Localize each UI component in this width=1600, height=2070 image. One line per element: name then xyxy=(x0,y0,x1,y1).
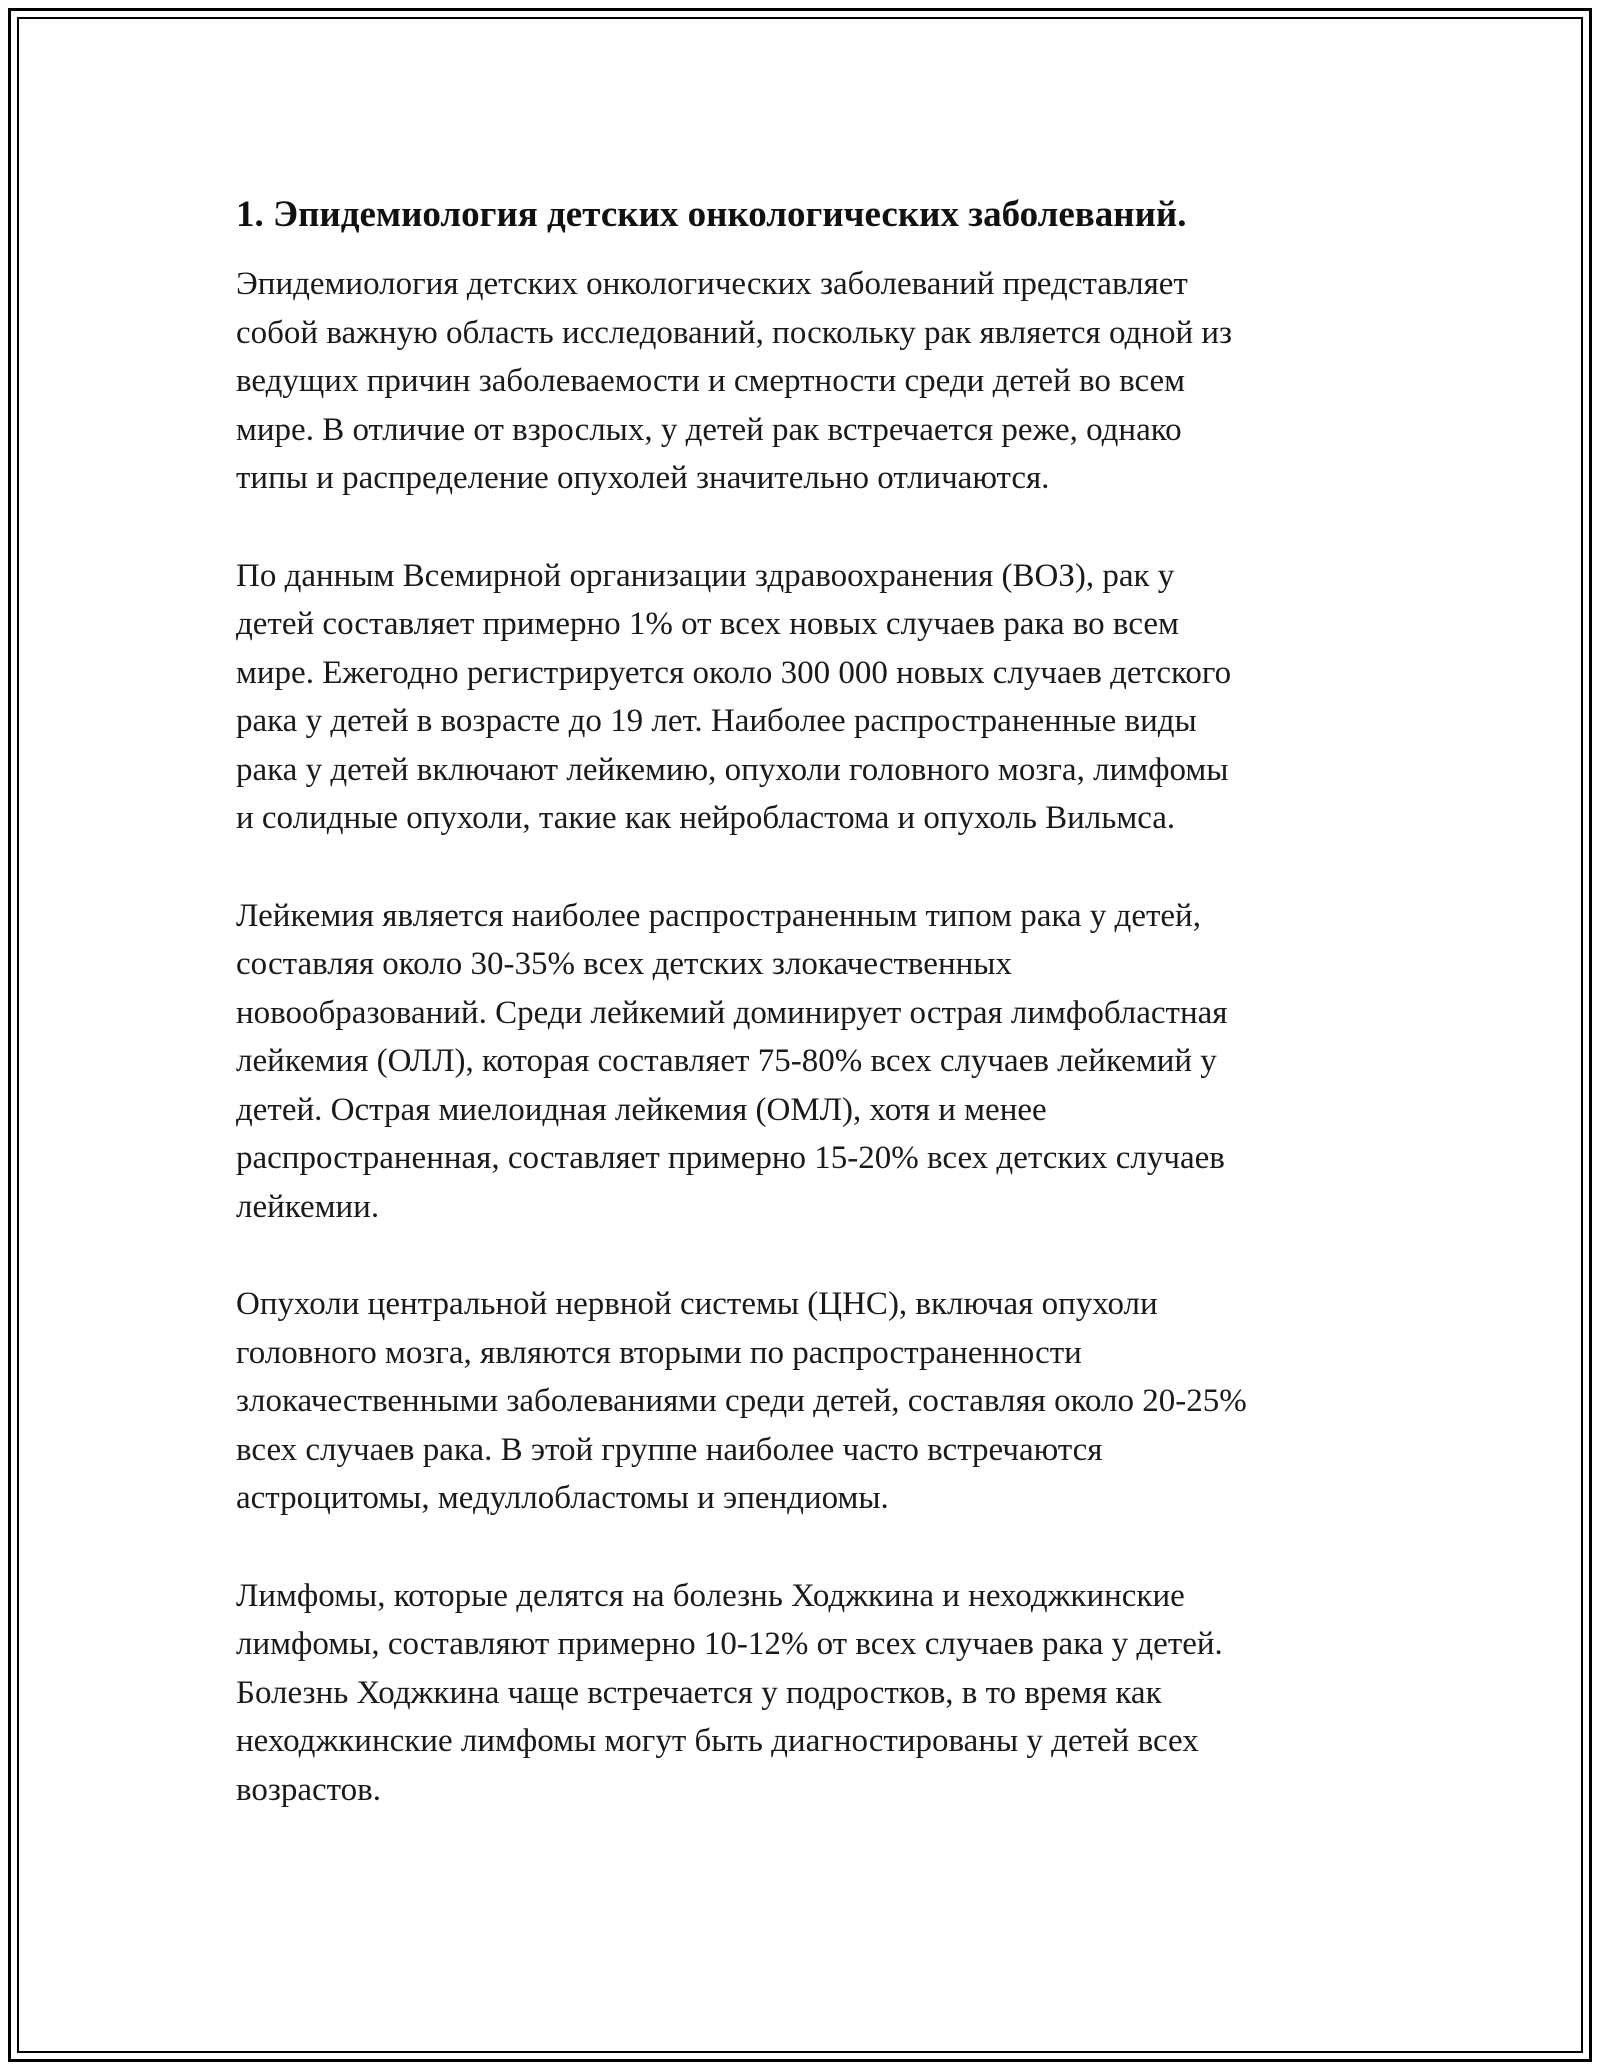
text-line: рака у детей включают лейкемию, опухоли головного мозга, лимфомы xyxy=(236,751,1229,788)
text-line: неходжкинские лимфомы могут быть диагностированы у детей всех xyxy=(236,1723,1199,1759)
text-line: По данным Всемирной организации здравоохранения (ВОЗ), рак у xyxy=(236,557,1175,594)
text-line: детей. Острая миелоидная лейкемия (ОМЛ), хотя и менее xyxy=(236,1091,1047,1128)
text-line: злокачественными заболеваниями среди детей, составляя около 20-25% xyxy=(236,1383,1247,1419)
paragraph-4 xyxy=(236,1280,1366,1523)
paragraph-2 xyxy=(236,552,1366,843)
paragraph-1 xyxy=(236,260,1366,503)
paragraph-5 xyxy=(236,1572,1366,1815)
text-line: Лимфомы, которые делятся на болезнь Ходжкина и неходжкинские xyxy=(236,1577,1185,1614)
text-line: Болезнь Ходжкина чаще встречается у подростков, в то время как xyxy=(236,1674,1162,1711)
text-line: возрастов. xyxy=(236,1771,382,1808)
text-line: новообразований. Среди лейкемий доминирует острая лимфобластная xyxy=(236,994,1228,1031)
paragraph-3 xyxy=(236,892,1366,1232)
text-line: Эпидемиология детских онкологических заболеваний представляет xyxy=(236,266,1188,302)
section-heading: 1. Эпидемиология детских онкологических заболеваний. xyxy=(236,194,1187,235)
text-line: распространенная, составляет примерно 15-20% всех детских случаев xyxy=(236,1140,1225,1176)
document-body xyxy=(236,190,1366,1863)
text-line: рака у детей в возрасте до 19 лет. Наиболее распространенные виды xyxy=(236,703,1197,739)
text-line: лейкемии. xyxy=(236,1188,380,1225)
text-line: астроцитомы, медуллобластомы и эпендиомы. xyxy=(236,1480,889,1516)
text-line: головного мозга, являются вторыми по распространенности xyxy=(236,1334,1082,1371)
text-line: составляя около 30-35% всех детских злокачественных xyxy=(236,946,1012,982)
text-line: лейкемия (ОЛЛ), которая составляет 75-80% всех случаев лейкемий у xyxy=(236,1043,1217,1079)
text-line: всех случаев рака. В этой группе наиболее часто встречаются xyxy=(236,1431,1103,1468)
text-line: Опухоли центральной нервной системы (ЦНС), включая опухоли xyxy=(236,1286,1158,1322)
text-line: мире. В отличие от взрослых, у детей рак встречается реже, однако xyxy=(236,411,1182,448)
text-line: Лейкемия является наиболее распространенным типом рака у детей, xyxy=(236,897,1201,934)
text-line: детей составляет примерно 1% от всех новых случаев рака во всем xyxy=(236,606,1179,642)
text-line: собой важную область исследований, поскольку рак является одной из xyxy=(236,314,1233,351)
text-line: и солидные опухоли, такие как нейробластома и опухоль Вильмса. xyxy=(236,800,1176,836)
text-line: типы и распределение опухолей значительно отличаются. xyxy=(236,460,1050,496)
text-line: мире. Ежегодно регистрируется около 300 000 новых случаев детского xyxy=(236,654,1232,691)
text-line: ведущих причин заболеваемости и смертности среди детей во всем xyxy=(236,363,1186,399)
text-line: лимфомы, составляют примерно 10-12% от всех случаев рака у детей. xyxy=(236,1626,1223,1662)
